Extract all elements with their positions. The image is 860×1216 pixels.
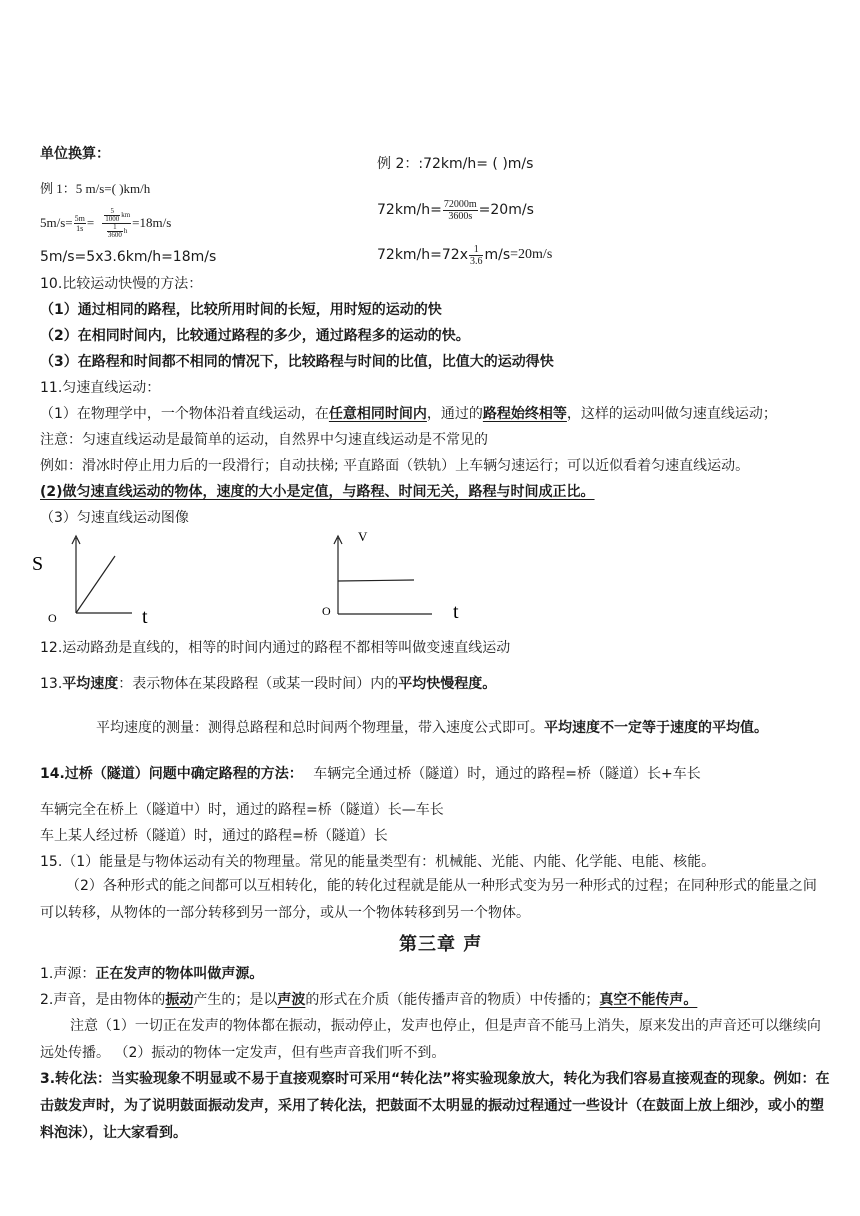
ex1-f2-dn: 1: [107, 224, 123, 232]
sec13-measurement: [96, 718, 768, 738]
sec10-method-3: （3）在路程和时间都不相同的情况下，比较路程与时间的比值，比值大的运动得快: [40, 354, 554, 370]
ch3-s1-label: 1.声源：: [40, 966, 96, 982]
ch3-s2-wave: 声波: [277, 992, 306, 1008]
ex1-f2-dd: 3600: [107, 230, 122, 239]
sec10-method-2: （2）在相同时间内，比较通过路程的多少，通过路程多的运动的快。: [40, 328, 470, 344]
ex1-f2-den: [102, 224, 131, 239]
v-t-graph: [316, 524, 476, 630]
example2-line2: [377, 196, 534, 224]
ex2-fraction-2: [469, 244, 484, 267]
sec11-note: 注意：匀速直线运动是最简单的运动，自然界中匀速直线运动是不常见的: [40, 432, 488, 448]
ex1-f2-num: [102, 208, 131, 224]
s-t-line: [76, 556, 115, 613]
ex2-f2-den: 3.6: [469, 255, 483, 267]
ch3-s2-e: 的形式在介质（能传播声音的物质）中传播的；: [305, 992, 600, 1008]
sec11-p1-a: （1）在物理学中，一个物体沿着直线运动，在: [40, 406, 329, 422]
ex2-l3-a: 72km/h=72x: [377, 247, 468, 263]
sec13-measure-text: 平均速度的测量：测得总路程和总时间两个物理量，带入速度公式即可。: [96, 720, 544, 736]
ex1-lhs: 5m/s=: [40, 215, 73, 230]
ex1-f2-du: h: [123, 226, 128, 235]
ch3-conversion-method: 3.转化法：当实验现象不明显或不易于直接观察时可采用“转化法”将实验现象放大，转化为我们容易直接观查的现象。例如：在击鼓发声时，为了说明鼓面振动发声，采用了转化法，把鼓面不太明显的振动过程通过一些设计（在鼓面上放上细沙，或小的塑料泡沫），让大家看到。: [40, 1071, 830, 1141]
ex1-fraction-2: [102, 208, 131, 239]
example2-question: 例 2：:72km/h= ( )m/s: [377, 156, 534, 172]
example1-line3: 5m/s=5x3.6km/h=18m/s: [40, 249, 217, 265]
sec11-example: 例如：滑冰时停止用力后的一段滑行；自动扶梯; 平直路面（铁轨）上车辆匀速运行；可以近似看着匀速直线运动。: [40, 458, 750, 474]
sec13-definition: [40, 674, 496, 694]
sec15-line2: （2）各种形式的能之间都可以互相转化，能的转化过程就是能从一种形式变为另一种形式的过程；在同种形式的能量之间可以转移，从物体的一部分转移到另一部分，或从一个物体转移到另一个物体。: [40, 878, 817, 921]
s-t-graph: [28, 530, 168, 630]
example1-question: 例 1：5 m/s=( )km/h: [40, 181, 151, 196]
ex1-f2-nd: 1000: [105, 214, 120, 223]
sec14-line1: 车辆完全通过桥（隧道）时，通过的路程=桥（隧道）长+车长: [313, 766, 701, 782]
sec11-definition: [40, 404, 777, 424]
sec12-text: 12.运动路劲是直线的，相等的时间内通过的路程不都相等叫做变速直线运动: [40, 640, 511, 656]
sec13-measure-emph: 平均速度不一定等于速度的平均值。: [544, 720, 768, 736]
ex1-f2-nu: km: [121, 210, 131, 219]
v-t-y-label: V: [358, 529, 368, 544]
ex2-l3-b: m/s: [484, 247, 511, 263]
ex2-f2-num: 1: [469, 244, 484, 256]
sec10-method-1: （1）通过相同的路程，比较所用时间的长短，用时短的运动的快: [40, 302, 442, 318]
chapter3-title: 第三章 声: [399, 934, 483, 955]
v-t-x-label: t: [453, 601, 459, 623]
sec11-p1-emph2: 路程始终相等: [482, 406, 567, 422]
ex2-f-num: 72000m: [443, 198, 477, 210]
sec14-line2: 车辆完全在桥上（隧道中）时，通过的路程=桥（隧道）长—车长: [40, 802, 444, 818]
sec15-line1: 15.（1）能量是与物体运动有关的物理量。常见的能量类型有：机械能、光能、内能、化学能、电能、核能。: [40, 854, 716, 870]
s-t-y-label: S: [32, 553, 44, 575]
s-t-origin: O: [48, 611, 57, 625]
ex2-fraction: [443, 199, 478, 222]
sec11-p1-e: ，这样的运动叫做匀速直线运动；: [566, 406, 777, 422]
ex1-f2-nn: 5: [104, 208, 120, 216]
ex1-f1-den: 1s: [76, 223, 84, 233]
sec14-title: 14.过桥（隧道）问题中确定路程的方法：: [40, 766, 303, 782]
sec10-title: 10.比较运动快慢的方法：: [40, 276, 203, 292]
v-t-origin: O: [322, 604, 331, 618]
sec13-term: 平均速度: [62, 676, 119, 692]
unit-conversion-heading: 单位换算：: [40, 146, 110, 162]
sec11-graph-caption: （3）匀速直线运动图像: [40, 510, 189, 526]
ch3-s2-vacuum: 真空不能传声。: [599, 992, 698, 1008]
sec13-emph: 平均快慢程度。: [398, 676, 497, 692]
ch3-note: 注意（1）一切正在发声的物体都在振动，振动停止，发声也停止，但是声音不能马上消失，原来发出的声音还可以继续向远处传播。 （2）振动的物体一定发声，但有些声音我们听不到。: [40, 1018, 821, 1061]
ex2-lhs: 72km/h=: [377, 202, 442, 218]
sec11-property: (2)做匀速直线运动的物体，速度的大小是定值，与路程、时间无关，路程与时间成正比。: [40, 484, 595, 500]
example1-fraction-line: [40, 205, 171, 241]
sec11-p1-emph1: 任意相同时间内: [328, 406, 427, 422]
sec14-line3: 车上某人经过桥（隧道）时，通过的路程=桥（隧道）长: [40, 828, 388, 844]
sec13-body: ：表示物体在某段路程（或某一段时间）内的: [118, 676, 399, 692]
ex1-fraction-1: [74, 214, 86, 233]
ch3-sound-source: [40, 964, 263, 984]
ex2-l3-c: =20m/s: [510, 247, 553, 262]
ch3-s2-a: 2.声音，是由物体的: [40, 992, 166, 1008]
sec11-p1-c: ，通过的: [426, 406, 483, 422]
ex1-result: =18m/s: [132, 215, 172, 230]
sec11-title: 11.匀速直线运动：: [40, 380, 161, 396]
sec13-num: 13.: [40, 676, 63, 692]
ex2-result: =20m/s: [478, 202, 534, 218]
ex1-eq: =: [86, 215, 95, 230]
s-t-x-label: t: [142, 606, 148, 628]
v-t-line: [338, 580, 414, 581]
ex1-f1-num: 5m: [74, 213, 85, 223]
ch3-sound-nature: [40, 990, 697, 1010]
ch3-s1-def: 正在发声的物体叫做声源。: [95, 966, 264, 982]
ex2-f-den: 3600s: [448, 210, 473, 222]
sec14-heading-line: [40, 764, 701, 784]
ch3-s2-vibration: 振动: [165, 992, 194, 1008]
ch3-s2-c: 产生的；是以: [193, 992, 278, 1008]
example2-line3: [377, 241, 552, 269]
